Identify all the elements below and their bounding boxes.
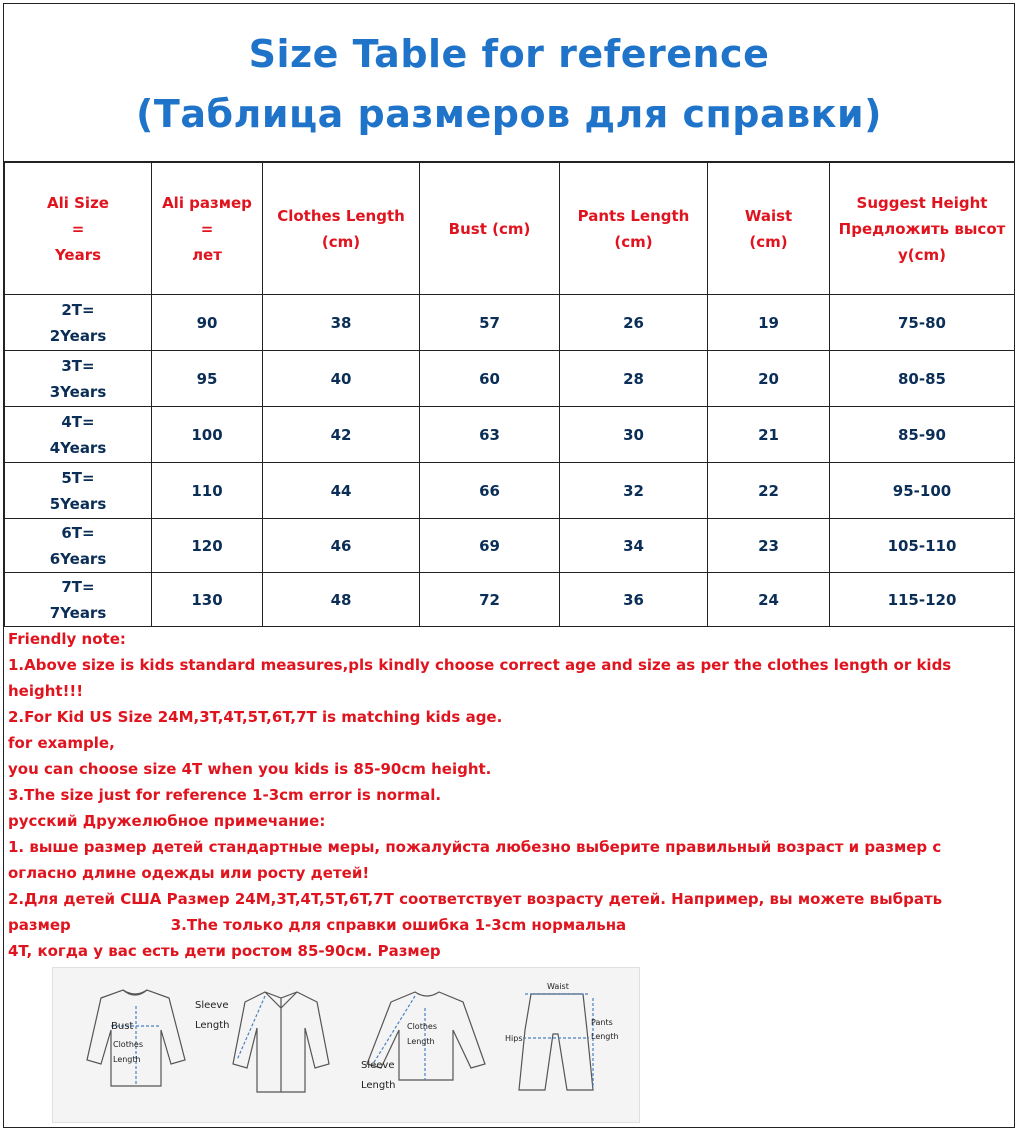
cell-height: 95-100 (830, 463, 1015, 519)
label-pants: Pants (591, 1018, 613, 1027)
cell-size: 7T= 7Years (5, 573, 152, 627)
cell-bust: 57 (420, 295, 560, 351)
table-row (5, 407, 1015, 463)
cell-clothes-length: 38 (263, 295, 420, 351)
label-sleeve-length-2: Length (361, 1080, 396, 1091)
note-example: for example, (8, 734, 115, 752)
title-russian: (Таблица размеров для справки) (136, 92, 882, 136)
header-pants-length: Pants Length (cm) (560, 163, 708, 295)
note-ru-3: размер 3.The только для справки ошибка 1-3cm нормальна (8, 916, 627, 934)
cell-clothes-length: 48 (263, 573, 420, 627)
header-waist: Waist (cm) (708, 163, 830, 295)
note-ru-2: 2.Для детей США Размер 24M,3T,4T,5T,6T,7T соответствует возрасту детей. Например, вы можете выбрать (8, 890, 943, 908)
header-ali-razmer: Ali размер = лет (152, 163, 263, 295)
cell-ali: 90 (152, 295, 263, 351)
cell-waist: 24 (708, 573, 830, 627)
cell-height: 85-90 (830, 407, 1015, 463)
cell-bust: 60 (420, 351, 560, 407)
cell-height: 115-120 (830, 573, 1015, 627)
cell-waist: 21 (708, 407, 830, 463)
size-chart-frame (3, 3, 1015, 1128)
label-sleeve-2: Sleeve (361, 1060, 395, 1071)
cell-pants-length: 26 (560, 295, 708, 351)
note-1: 1.Above size is kids standard measures,pls kindly choose correct age and size as per the clothes length or kids height!!! (8, 656, 952, 700)
label-length-1: Length (113, 1055, 141, 1064)
notes-ru-heading: русский Дружелюбное примечание: (8, 812, 326, 830)
note-2: 2.For Kid US Size 24M,3T,4T,5T,6T,7T is matching kids age. (8, 708, 503, 726)
table-row (5, 519, 1015, 573)
cell-height: 75-80 (830, 295, 1015, 351)
cell-pants-length: 28 (560, 351, 708, 407)
cell-height: 105-110 (830, 519, 1015, 573)
size-table (4, 162, 1015, 627)
label-hips: Hips (505, 1034, 523, 1043)
cell-clothes-length: 44 (263, 463, 420, 519)
cell-pants-length: 36 (560, 573, 708, 627)
header-suggest-height: Suggest Height Предложить высот у(cm) (830, 163, 1015, 295)
cell-bust: 63 (420, 407, 560, 463)
title-english: Size Table for reference (248, 32, 770, 76)
table-row (5, 463, 1015, 519)
cell-pants-length: 32 (560, 463, 708, 519)
label-sleeve-1: Sleeve (195, 1000, 229, 1011)
cell-ali: 100 (152, 407, 263, 463)
cell-pants-length: 30 (560, 407, 708, 463)
title-block (4, 4, 1014, 162)
label-clothes-2: Clothes (407, 1022, 437, 1031)
table-header-row (5, 163, 1015, 295)
cell-waist: 22 (708, 463, 830, 519)
cell-size: 4T= 4Years (5, 407, 152, 463)
cell-ali: 95 (152, 351, 263, 407)
cell-ali: 130 (152, 573, 263, 627)
header-clothes-length: Clothes Length (cm) (263, 163, 420, 295)
cell-bust: 66 (420, 463, 560, 519)
cell-ali: 110 (152, 463, 263, 519)
cell-clothes-length: 42 (263, 407, 420, 463)
cell-waist: 23 (708, 519, 830, 573)
label-waist: Waist (547, 982, 569, 991)
cell-size: 2T= 2Years (5, 295, 152, 351)
table-row (5, 351, 1015, 407)
note-3: 3.The size just for reference 1-3cm error is normal. (8, 786, 442, 804)
note-ru-4: 4T, когда у вас есть дети ростом 85-90см. Размер (8, 942, 441, 960)
label-length-2: Length (407, 1037, 435, 1046)
header-ali-size: Ali Size = Years (5, 163, 152, 295)
label-bust: Bust (111, 1021, 134, 1032)
cell-size: 6T= 6Years (5, 519, 152, 573)
note-example-detail: you can choose size 4T when you kids is 85-90cm height. (8, 760, 492, 778)
measurement-diagram (52, 967, 640, 1123)
friendly-notes (8, 626, 1012, 964)
cell-clothes-length: 46 (263, 519, 420, 573)
note-ru-1: 1. выше размер детей стандартные меры, пожалуйста любезно выберите правильный возраст и размер с огласно длине одежды или росту детей! (8, 838, 942, 882)
cell-waist: 20 (708, 351, 830, 407)
cell-size: 3T= 3Years (5, 351, 152, 407)
header-bust: Bust (cm) (420, 163, 560, 295)
cell-bust: 69 (420, 519, 560, 573)
table-row (5, 573, 1015, 627)
notes-heading: Friendly note: (8, 630, 126, 648)
label-sleeve-length-1: Length (195, 1020, 230, 1031)
cell-bust: 72 (420, 573, 560, 627)
cell-pants-length: 34 (560, 519, 708, 573)
cell-clothes-length: 40 (263, 351, 420, 407)
cell-ali: 120 (152, 519, 263, 573)
label-pants-length: Length (591, 1032, 619, 1041)
cell-size: 5T= 5Years (5, 463, 152, 519)
table-row (5, 295, 1015, 351)
cell-height: 80-85 (830, 351, 1015, 407)
cell-waist: 19 (708, 295, 830, 351)
label-clothes-1: Clothes (113, 1040, 143, 1049)
